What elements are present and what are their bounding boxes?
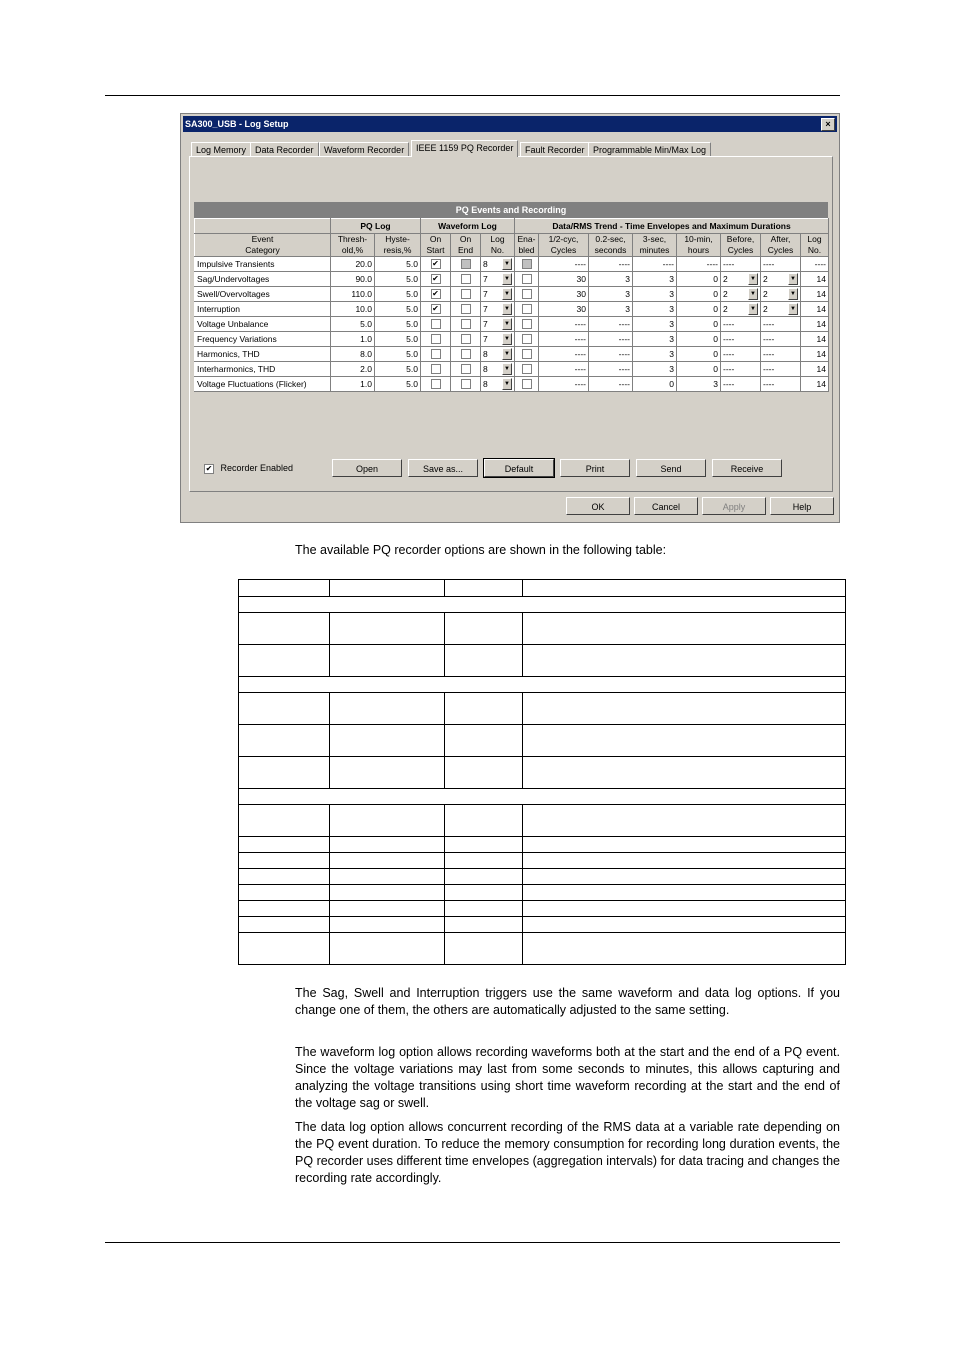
table-row	[195, 347, 829, 362]
threshold-field[interactable]: 2.0	[331, 362, 375, 377]
data-log-no-field[interactable]: ----	[801, 257, 829, 272]
sec3-field[interactable]: 3	[633, 302, 677, 317]
on-start-checkbox[interactable]	[431, 349, 441, 359]
chevron-down-icon[interactable]: ▼	[788, 273, 798, 285]
on-end-checkbox[interactable]	[461, 334, 471, 344]
col-event: Event Category	[195, 234, 331, 257]
data-log-no-field[interactable]: 14	[801, 347, 829, 362]
data-enabled-checkbox[interactable]	[522, 379, 532, 389]
sec02-field[interactable]: ----	[589, 362, 633, 377]
event-category: Harmonics, THD	[195, 347, 331, 362]
half-cycle-field[interactable]: 30	[539, 287, 589, 302]
recorder-enabled-label: Recorder Enabled	[220, 463, 294, 473]
sec3-field[interactable]: 3	[633, 317, 677, 332]
col-before: Before, Cycles	[721, 234, 761, 257]
table-row	[239, 725, 846, 757]
data-enabled-checkbox[interactable]	[522, 259, 532, 269]
after-cycles-select[interactable]: ----	[761, 362, 801, 377]
data-log-no-field[interactable]: 14	[801, 332, 829, 347]
col-enabled: Ena- bled	[515, 234, 539, 257]
chevron-down-icon[interactable]: ▼	[748, 303, 758, 315]
paragraph-1: The Sag, Swell and Interruption triggers use the same waveform and data log options. If you change one of them, the others are automatically adjusted to the same setting.	[295, 986, 840, 1017]
event-category: Sag/Undervoltages	[195, 272, 331, 287]
sec3-field[interactable]: ----	[633, 257, 677, 272]
help-button[interactable]: Help	[770, 497, 834, 515]
chevron-down-icon[interactable]: ▼	[748, 288, 758, 300]
grid-title: PQ Events and Recording	[194, 202, 828, 218]
half-cycle-field[interactable]: ----	[539, 317, 589, 332]
chevron-down-icon[interactable]: ▼	[748, 273, 758, 285]
on-start-checkbox[interactable]	[431, 334, 441, 344]
half-cycle-field[interactable]: ----	[539, 347, 589, 362]
event-category: Impulsive Transients	[195, 257, 331, 272]
after-cycles-select[interactable]: 2 ▼	[761, 302, 801, 317]
table-row	[239, 757, 846, 789]
apply-button[interactable]: Apply	[702, 497, 766, 515]
table-row	[239, 613, 846, 645]
chevron-down-icon[interactable]: ▼	[502, 363, 512, 375]
chevron-down-icon[interactable]: ▼	[502, 273, 512, 285]
sec02-field[interactable]: ----	[589, 257, 633, 272]
col-half-cyc: 1/2-cyc, Cycles	[539, 234, 589, 257]
half-cycle-field[interactable]: ----	[539, 362, 589, 377]
threshold-field[interactable]: 20.0	[331, 257, 375, 272]
sec3-field[interactable]: 3	[633, 347, 677, 362]
group-data-trend: Data/RMS Trend - Time Envelopes and Maximum Durations	[515, 219, 829, 234]
on-end-checkbox[interactable]	[461, 304, 471, 314]
tab-minmax-log[interactable]: Programmable Min/Max Log	[588, 142, 711, 157]
hysteresis-field[interactable]: 5.0	[375, 332, 421, 347]
chevron-down-icon[interactable]: ▼	[502, 288, 512, 300]
threshold-field[interactable]: 8.0	[331, 347, 375, 362]
on-start-checkbox[interactable]	[431, 364, 441, 374]
before-cycles-select[interactable]: ----	[721, 317, 761, 332]
on-start-checkbox[interactable]: ✔	[432, 259, 439, 269]
recorder-enabled-box[interactable]: ✔	[205, 463, 213, 473]
chevron-down-icon[interactable]: ▼	[502, 258, 512, 270]
after-cycles-select[interactable]: ----	[761, 317, 801, 332]
col-dlog-no: Log No.	[801, 234, 829, 257]
data-log-no-field[interactable]: 14	[801, 272, 829, 287]
event-category: Frequency Variations	[195, 332, 331, 347]
waveform-log-select[interactable]: 7 ▼	[481, 272, 515, 287]
on-end-checkbox[interactable]	[461, 364, 471, 374]
col-wlog-no: Log No.	[481, 234, 515, 257]
threshold-field[interactable]: 1.0	[331, 332, 375, 347]
col-10min: 10-min, hours	[677, 234, 721, 257]
threshold-field[interactable]: 5.0	[331, 317, 375, 332]
after-cycles-select[interactable]: ----	[761, 377, 801, 392]
table-row	[239, 933, 846, 965]
table-row	[195, 362, 829, 377]
log-setup-dialog	[180, 113, 840, 523]
tab-log-memory[interactable]: Log Memory	[191, 142, 251, 157]
table-row	[195, 377, 829, 392]
threshold-field[interactable]: 10.0	[331, 302, 375, 317]
table-row	[239, 885, 846, 901]
sec02-field[interactable]: 3	[589, 287, 633, 302]
print-button[interactable]: Print	[560, 459, 630, 477]
half-cycle-field[interactable]: 30	[539, 272, 589, 287]
sec02-field[interactable]: ----	[589, 317, 633, 332]
dialog-titlebar	[183, 116, 837, 132]
tab-fault-recorder[interactable]: Fault Recorder	[520, 142, 590, 157]
col-threshold: Thresh- old,%	[331, 234, 375, 257]
hysteresis-field[interactable]: 5.0	[375, 347, 421, 362]
sec02-field[interactable]: 3	[589, 272, 633, 287]
data-enabled-checkbox[interactable]	[522, 319, 532, 329]
col-after: After, Cycles	[761, 234, 801, 257]
tab-pq-recorder[interactable]: IEEE 1159 PQ Recorder	[411, 140, 518, 157]
threshold-field[interactable]: 90.0	[331, 272, 375, 287]
before-cycles-select[interactable]: ----	[721, 377, 761, 392]
data-log-no-field[interactable]: 14	[801, 362, 829, 377]
before-cycles-select[interactable]: ----	[721, 332, 761, 347]
recorder-enabled-checkbox[interactable]	[204, 463, 293, 474]
table-row	[195, 332, 829, 347]
column-header-row	[195, 234, 829, 257]
on-start-checkbox[interactable]: ✔	[432, 274, 439, 284]
after-cycles-select[interactable]: ----	[761, 257, 801, 272]
chevron-down-icon[interactable]: ▼	[502, 378, 512, 390]
default-button[interactable]: Default	[484, 459, 554, 477]
min10-field[interactable]: 0	[677, 347, 721, 362]
hysteresis-field[interactable]: 5.0	[375, 257, 421, 272]
table-row	[239, 837, 846, 853]
waveform-log-select[interactable]: 8 ▼	[481, 257, 515, 272]
half-cycle-field[interactable]: ----	[539, 257, 589, 272]
hysteresis-field[interactable]: 5.0	[375, 272, 421, 287]
data-enabled-checkbox[interactable]	[522, 274, 532, 284]
min10-field[interactable]: 0	[677, 362, 721, 377]
hysteresis-field[interactable]: 5.0	[375, 317, 421, 332]
paragraph-2: The waveform log option allows recording waveforms both at the start and the end of a PQ event. Since the voltage variations may last from some seconds to minutes, this allows capturing and analyzing the voltage transitions using short time waveform recording at the start and the end of the voltage sag or swell.	[295, 1045, 840, 1110]
chevron-down-icon[interactable]: ▼	[502, 318, 512, 330]
before-cycles-select[interactable]: ----	[721, 347, 761, 362]
col-02sec: 0.2-sec, seconds	[589, 234, 633, 257]
waveform-log-select[interactable]: 7 ▼	[481, 287, 515, 302]
event-category: Swell/Overvoltages	[195, 287, 331, 302]
pq-events-table	[194, 218, 829, 392]
sec3-field[interactable]: 0	[633, 377, 677, 392]
on-start-checkbox[interactable]	[431, 379, 441, 389]
paragraph-3: The data log option allows concurrent recording of the RMS data at a variable rate depending on the PQ event duration. To reduce the memory consumption for recording long duration events, the PQ recorder uses different time envelopes (aggregation intervals) for data tracing and changes the recording rate accordingly.	[295, 1120, 840, 1185]
min10-field[interactable]: 0	[677, 332, 721, 347]
on-start-checkbox[interactable]	[431, 319, 441, 329]
footer-rule	[105, 1242, 840, 1243]
sec02-field[interactable]: ----	[589, 347, 633, 362]
sec02-field[interactable]: ----	[589, 377, 633, 392]
table-row	[195, 287, 829, 302]
on-end-checkbox[interactable]	[461, 289, 471, 299]
table-row	[239, 677, 846, 693]
options-table	[238, 579, 846, 965]
data-enabled-checkbox[interactable]	[522, 364, 532, 374]
table-row	[239, 645, 846, 677]
sec3-field[interactable]: 3	[633, 287, 677, 302]
event-category: Interruption	[195, 302, 331, 317]
min10-field[interactable]: 3	[677, 377, 721, 392]
hysteresis-field[interactable]: 5.0	[375, 287, 421, 302]
sec3-field[interactable]: 3	[633, 362, 677, 377]
threshold-field[interactable]: 110.0	[331, 287, 375, 302]
after-cycles-select[interactable]: 2 ▼	[761, 272, 801, 287]
table-row	[239, 580, 846, 597]
table-row	[195, 302, 829, 317]
sec02-field[interactable]: ----	[589, 332, 633, 347]
threshold-field[interactable]: 1.0	[331, 377, 375, 392]
table-row	[239, 917, 846, 933]
tab-waveform-recorder[interactable]: Waveform Recorder	[319, 142, 409, 157]
table-row	[239, 805, 846, 837]
chevron-down-icon[interactable]: ▼	[788, 303, 798, 315]
header-rule	[105, 95, 840, 96]
table-row	[195, 317, 829, 332]
data-log-no-field[interactable]: 14	[801, 377, 829, 392]
sec3-field[interactable]: 3	[633, 332, 677, 347]
before-cycles-select[interactable]: ----	[721, 257, 761, 272]
table-row	[239, 853, 846, 869]
waveform-log-select[interactable]: 8 ▼	[481, 377, 515, 392]
after-cycles-select[interactable]: 2 ▼	[761, 287, 801, 302]
min10-field[interactable]: 0	[677, 272, 721, 287]
col-on-end: On End	[451, 234, 481, 257]
tab-data-recorder[interactable]: Data Recorder	[250, 142, 319, 157]
event-category: Voltage Fluctuations (Flicker)	[195, 377, 331, 392]
on-end-checkbox[interactable]	[461, 319, 471, 329]
table-row	[239, 789, 846, 805]
waveform-log-select[interactable]: 7 ▼	[481, 317, 515, 332]
pq-rows	[195, 257, 829, 392]
dialog-title: SA300_USB - Log Setup	[185, 119, 289, 129]
hysteresis-field[interactable]: 5.0	[375, 362, 421, 377]
data-log-no-field[interactable]: 14	[801, 317, 829, 332]
min10-field[interactable]: 0	[677, 302, 721, 317]
table-row	[239, 597, 846, 613]
table-row	[239, 869, 846, 885]
half-cycle-field[interactable]: 30	[539, 302, 589, 317]
on-start-checkbox[interactable]: ✔	[432, 289, 439, 299]
cancel-button[interactable]: Cancel	[634, 497, 698, 515]
before-cycles-select[interactable]: 2 ▼	[721, 287, 761, 302]
data-enabled-checkbox[interactable]	[522, 304, 532, 314]
min10-field[interactable]: ----	[677, 257, 721, 272]
sec3-field[interactable]: 3	[633, 272, 677, 287]
group-pq-log: PQ Log	[331, 219, 421, 234]
receive-button[interactable]: Receive	[712, 459, 782, 477]
sec02-field[interactable]: 3	[589, 302, 633, 317]
table-row	[195, 257, 829, 272]
chevron-down-icon[interactable]: ▼	[502, 348, 512, 360]
event-category: Interharmonics, THD	[195, 362, 331, 377]
intro-text: The available PQ recorder options are shown in the following table:	[295, 543, 667, 557]
col-3sec: 3-sec, minutes	[633, 234, 677, 257]
waveform-log-select[interactable]: 7 ▼	[481, 302, 515, 317]
send-button[interactable]: Send	[636, 459, 706, 477]
waveform-log-select[interactable]: 7 ▼	[481, 332, 515, 347]
data-log-no-field[interactable]: 14	[801, 287, 829, 302]
waveform-log-select[interactable]: 8 ▼	[481, 347, 515, 362]
table-row	[195, 272, 829, 287]
hysteresis-field[interactable]: 5.0	[375, 302, 421, 317]
on-end-checkbox[interactable]	[461, 259, 471, 269]
half-cycle-field[interactable]: ----	[539, 332, 589, 347]
hysteresis-field[interactable]: 5.0	[375, 377, 421, 392]
close-button[interactable]: ×	[821, 118, 835, 131]
data-enabled-checkbox[interactable]	[522, 289, 532, 299]
data-log-no-field[interactable]: 14	[801, 302, 829, 317]
col-hysteresis: Hyste- resis,%	[375, 234, 421, 257]
on-end-checkbox[interactable]	[461, 274, 471, 284]
waveform-log-select[interactable]: 8 ▼	[481, 362, 515, 377]
after-cycles-select[interactable]: ----	[761, 347, 801, 362]
table-row	[239, 901, 846, 917]
after-cycles-select[interactable]: ----	[761, 332, 801, 347]
before-cycles-select[interactable]: 2 ▼	[721, 272, 761, 287]
data-enabled-checkbox[interactable]	[522, 334, 532, 344]
on-end-checkbox[interactable]	[461, 349, 471, 359]
save-as-button[interactable]: Save as...	[408, 459, 478, 477]
data-enabled-checkbox[interactable]	[522, 349, 532, 359]
on-start-checkbox[interactable]: ✔	[432, 304, 439, 314]
min10-field[interactable]: 0	[677, 287, 721, 302]
ok-button[interactable]: OK	[566, 497, 630, 515]
chevron-down-icon[interactable]: ▼	[788, 288, 798, 300]
open-button[interactable]: Open	[332, 459, 402, 477]
chevron-down-icon[interactable]: ▼	[502, 333, 512, 345]
chevron-down-icon[interactable]: ▼	[502, 303, 512, 315]
col-on-start: On Start	[421, 234, 451, 257]
on-end-checkbox[interactable]	[461, 379, 471, 389]
event-category: Voltage Unbalance	[195, 317, 331, 332]
half-cycle-field[interactable]: ----	[539, 377, 589, 392]
before-cycles-select[interactable]: 2 ▼	[721, 302, 761, 317]
min10-field[interactable]: 0	[677, 317, 721, 332]
table-row	[239, 693, 846, 725]
group-waveform-log: Waveform Log	[421, 219, 515, 234]
group-header-row	[195, 219, 829, 234]
before-cycles-select[interactable]: ----	[721, 362, 761, 377]
